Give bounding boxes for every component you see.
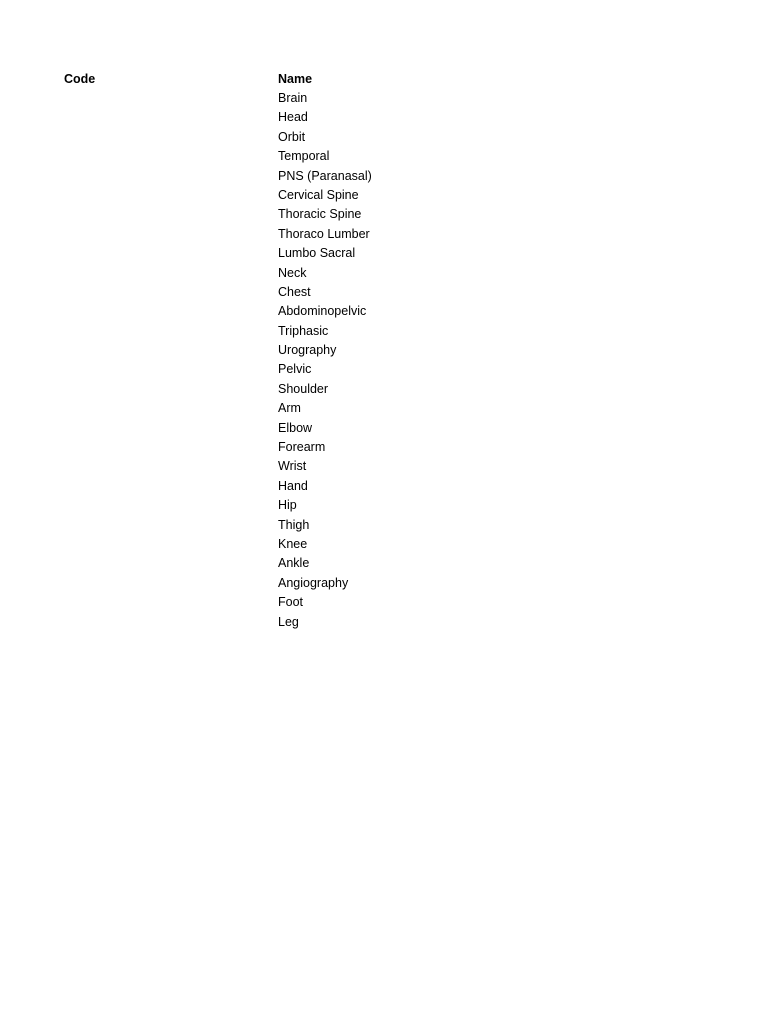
table-header-row (0, 70, 768, 89)
table-row: Lumbo Sacral (278, 246, 356, 261)
table-row: Orbit (278, 129, 306, 144)
table-row: Leg (278, 614, 299, 629)
table-row: Wrist (278, 459, 307, 474)
table-row: Hand (278, 478, 308, 493)
table-row: Thoraco Lumber (278, 226, 370, 241)
table-row: Elbow (278, 420, 313, 435)
column-header-name: Name (278, 72, 313, 86)
table-row: Arm (278, 401, 301, 416)
table-row: Urography (278, 343, 337, 358)
table-row: Knee (278, 536, 308, 551)
table-row: Thoracic Spine (278, 207, 362, 222)
table-row: Triphasic (278, 323, 329, 338)
table-row: Hip (278, 498, 297, 513)
table-row: Neck (278, 265, 307, 280)
table-row: Angiography (278, 575, 349, 590)
table-row: Head (278, 110, 308, 125)
table-row: Cervical Spine (278, 187, 359, 202)
column-header-code: Code (64, 72, 96, 86)
table-row: Thigh (278, 517, 310, 532)
table-row: Chest (278, 284, 311, 299)
table-row: Shoulder (278, 381, 329, 396)
table-row: Ankle (278, 556, 310, 571)
table-row: Temporal (278, 149, 330, 164)
table-row: Pelvic (278, 362, 312, 377)
table-row: PNS (Paranasal) (278, 168, 372, 183)
table-row: Abdominopelvic (278, 304, 367, 319)
table-row: Forearm (278, 440, 326, 455)
table-row: Foot (278, 595, 304, 610)
table-row: Brain (278, 91, 308, 105)
table-body (278, 89, 372, 632)
